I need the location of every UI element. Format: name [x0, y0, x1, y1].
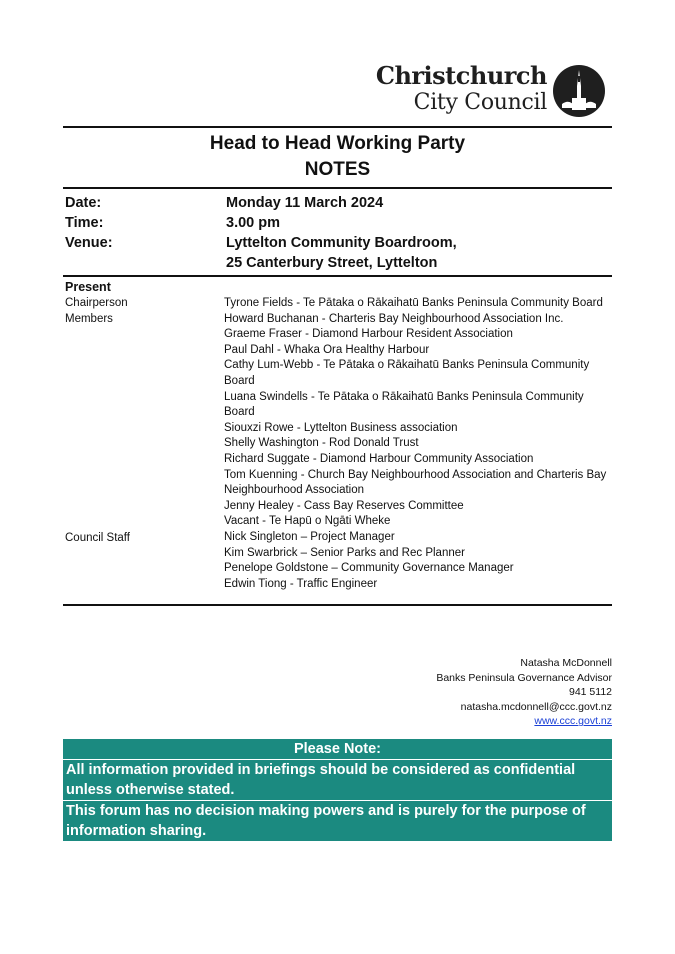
attendee-item: Tom Kuenning - Church Bay Neighbourhood Association and Charteris Bay Neighbourhood Association: [224, 468, 607, 497]
date-value: Monday 11 March 2024: [226, 195, 384, 211]
role-council-staff: Council Staff: [65, 532, 130, 544]
time-value: 3.00 pm: [226, 215, 280, 231]
note-confidential: All information provided in briefings should be considered as confidential unless otherwise stated.: [63, 760, 612, 800]
attendee-item: Graeme Fraser - Diamond Harbour Resident Association: [224, 328, 513, 341]
attendee-item: Richard Suggate - Diamond Harbour Community Association: [224, 452, 534, 465]
role-chairperson: Chairperson: [65, 297, 128, 309]
contact-name: Natasha McDonnell: [520, 657, 612, 669]
present-heading: Present: [65, 280, 111, 294]
header-top-rule: [63, 126, 612, 128]
contact-email: natasha.mcdonnell@ccc.govt.nz: [460, 700, 612, 713]
attendee-item: Cathy Lum-Webb - Te Pātaka o Rākaihatū Banks Peninsula Community Board: [224, 359, 590, 387]
attendee-item: Vacant - Te Hapū o Ngāti Wheke: [224, 515, 391, 528]
attendee-item: Siouxzi Rowe - Lyttelton Business association: [224, 421, 458, 434]
attendee-item: Nick Singleton – Project Manager: [224, 530, 395, 543]
date-label: Date:: [65, 195, 102, 211]
attendee-item: Edwin Tiong - Traffic Engineer: [224, 577, 378, 590]
attendee-item: Shelly Washington - Rod Donald Trust: [224, 437, 419, 450]
cathedral-emblem-icon: [552, 64, 606, 118]
venue-line-2: 25 Canterbury Street, Lyttelton: [226, 255, 438, 271]
details-bottom-rule: [63, 275, 612, 277]
attendee-item: Tyrone Fields - Te Pātaka o Rākaihatū Banks Peninsula Community Board: [224, 297, 603, 309]
time-label: Time:: [65, 215, 104, 231]
note-heading: Please Note:: [63, 739, 612, 759]
role-members: Members: [65, 313, 113, 325]
document-subtitle: NOTES: [304, 159, 371, 180]
attendee-item: Luana Swindells - Te Pātaka o Rākaihatū Banks Peninsula Community Board: [224, 390, 584, 419]
attendee-item: Howard Buchanan - Charteris Bay Neighbourhood Association Inc.: [224, 312, 564, 325]
document-title: Head to Head Working Party: [209, 133, 466, 154]
council-logo: [372, 62, 612, 122]
contact-block: [436, 656, 612, 729]
attendee-list: [224, 296, 614, 592]
logo-wordmark: [372, 62, 547, 116]
attendance-bottom-rule: [63, 604, 612, 606]
contact-phone: 941 5112: [568, 686, 612, 699]
note-no-decision-powers: This forum has no decision making powers and is purely for the purpose of information sharing.: [63, 801, 612, 841]
contact-role: Banks Peninsula Governance Advisor: [436, 671, 612, 684]
logo-line-2: City Council: [413, 90, 547, 115]
attendee-item: Penelope Goldstone – Community Governance Manager: [224, 562, 514, 575]
venue-line-1: Lyttelton Community Boardroom,: [226, 235, 457, 251]
website-link[interactable]: www.ccc.govt.nz: [534, 715, 612, 728]
title-bottom-rule: [63, 187, 612, 189]
please-note-box: [63, 739, 612, 841]
attendee-item: Paul Dahl - Whaka Ora Healthy Harbour: [224, 343, 430, 356]
attendee-item: Kim Swarbrick – Senior Parks and Rec Planner: [224, 546, 465, 559]
logo-line-1: Christchurch: [375, 61, 547, 90]
venue-label: Venue:: [65, 235, 113, 251]
attendee-item: Jenny Healey - Cass Bay Reserves Committee: [224, 499, 464, 512]
